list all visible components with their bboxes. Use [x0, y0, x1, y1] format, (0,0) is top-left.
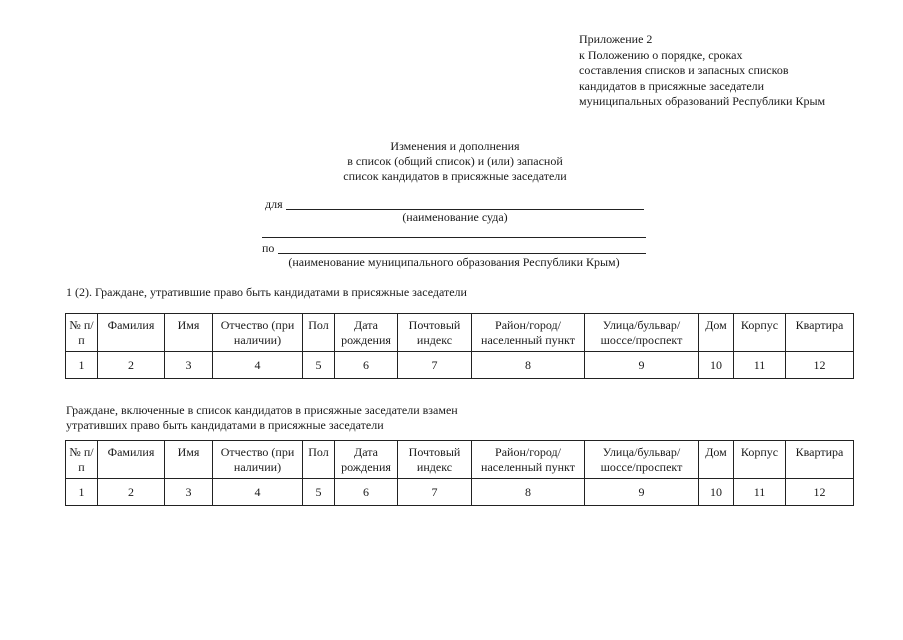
table-row [66, 352, 854, 379]
title-line: список кандидатов в присяжные заседатели [343, 169, 567, 183]
table-cell: 4 [213, 352, 303, 379]
table-cell: 9 [585, 479, 699, 506]
col-header-patronymic: Отчество (при наличии) [213, 441, 303, 479]
table-cell: 6 [335, 479, 398, 506]
title-line: Изменения и дополнения [390, 139, 520, 153]
col-header-surname: Фамилия [98, 441, 165, 479]
table-cell: 9 [585, 352, 699, 379]
section1-heading: 1 (2). Граждане, утратившие право быть кандидатами в присяжные заседатели [66, 285, 467, 299]
appendix-line: Приложение 2 [579, 32, 653, 46]
col-header-postcode: Почтовый индекс [398, 314, 472, 352]
table-cell: 1 [66, 352, 98, 379]
col-header-locality: Район/город/ населенный пункт [472, 314, 585, 352]
appendix-block [579, 32, 825, 110]
table-cell: 7 [398, 352, 472, 379]
col-header-number: № п/п [66, 441, 98, 479]
table-cell: 8 [472, 479, 585, 506]
section2-heading [66, 403, 458, 433]
col-header-postcode: Почтовый индекс [398, 441, 472, 479]
table-row [66, 479, 854, 506]
col-header-street: Улица/бульвар/ шоссе/проспект [585, 441, 699, 479]
table-cell: 6 [335, 352, 398, 379]
table-cell: 2 [98, 352, 165, 379]
col-header-house: Дом [699, 441, 734, 479]
municipality-field-prefix: по [262, 241, 275, 255]
col-header-birthdate: Дата рождения [335, 441, 398, 479]
table-header-row [66, 441, 854, 479]
table-cell: 2 [98, 479, 165, 506]
table-cell: 12 [786, 352, 854, 379]
col-header-apartment: Квартира [786, 441, 854, 479]
appendix-line: к Положению о порядке, сроках [579, 47, 743, 62]
col-header-patronymic: Отчество (при наличии) [213, 314, 303, 352]
court-field-prefix: для [265, 197, 283, 211]
appendix-line: кандидатов в присяжные заседатели [579, 78, 765, 93]
table-cell: 12 [786, 479, 854, 506]
table-cell: 5 [303, 352, 335, 379]
title-line: в список (общий список) и (или) запасной [347, 154, 563, 168]
table-cell: 1 [66, 479, 98, 506]
table-cell: 4 [213, 479, 303, 506]
col-header-building: Корпус [734, 441, 786, 479]
col-header-sex: Пол [303, 314, 335, 352]
court-field-caption: (наименование суда) [402, 210, 508, 224]
table-cell: 11 [734, 352, 786, 379]
col-header-sex: Пол [303, 441, 335, 479]
col-header-house: Дом [699, 314, 734, 352]
col-header-name: Имя [165, 441, 213, 479]
municipality-field-caption: (наименование муниципального образования Республики Крым) [288, 255, 620, 269]
document-title [300, 139, 610, 184]
table-cell: 8 [472, 352, 585, 379]
court-field-line-2[interactable] [262, 237, 646, 238]
municipality-field-line[interactable] [278, 253, 646, 254]
table-cell: 11 [734, 479, 786, 506]
section2-heading-line: Граждане, включенные в список кандидатов в присяжные заседатели взамен [66, 403, 458, 417]
col-header-apartment: Квартира [786, 314, 854, 352]
section2-table [65, 440, 854, 506]
col-header-number: № п/п [66, 314, 98, 352]
table-cell: 5 [303, 479, 335, 506]
appendix-line: составления списков и запасных списков [579, 63, 789, 77]
table-cell: 3 [165, 352, 213, 379]
col-header-birthdate: Дата рождения [335, 314, 398, 352]
col-header-building: Корпус [734, 314, 786, 352]
table-cell: 10 [699, 479, 734, 506]
table-cell: 3 [165, 479, 213, 506]
col-header-street: Улица/бульвар/ шоссе/проспект [585, 314, 699, 352]
section1-table [65, 313, 854, 379]
col-header-surname: Фамилия [98, 314, 165, 352]
appendix-line: муниципальных образований Республики Крым [579, 94, 826, 108]
table-header-row [66, 314, 854, 352]
table-cell: 7 [398, 479, 472, 506]
col-header-locality: Район/город/ населенный пункт [472, 441, 585, 479]
table-cell: 10 [699, 352, 734, 379]
section2-heading-line: утративших право быть кандидатами в присяжные заседатели [66, 418, 384, 432]
col-header-name: Имя [165, 314, 213, 352]
